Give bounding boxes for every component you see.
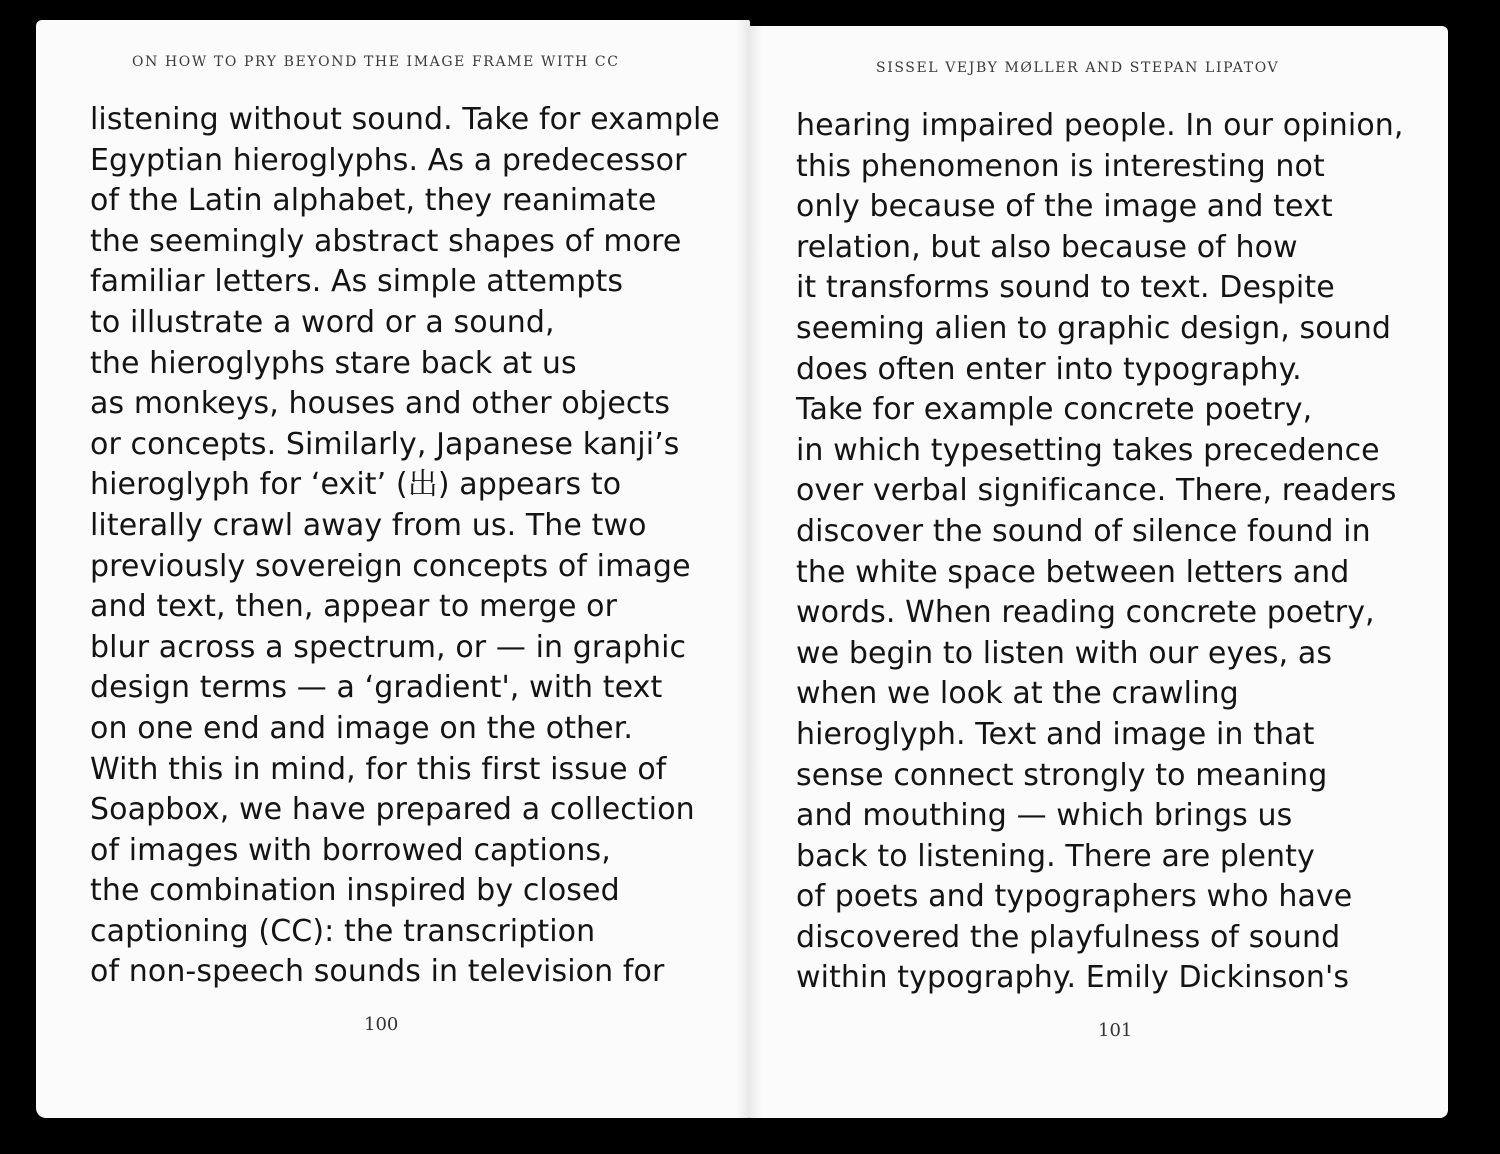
text-line: as monkeys, houses and other objects — [90, 386, 671, 422]
text-line: this phenomenon is interesting not — [796, 148, 1325, 184]
text-line: only because of the image and text — [796, 189, 1333, 225]
page-number-left: 100 — [364, 1014, 399, 1035]
text-line: or concepts. Similarly, Japanese kanji’s — [90, 426, 680, 462]
text-line: and text, then, appear to merge or — [90, 589, 618, 625]
right-page-body — [796, 106, 1404, 999]
text-line: the hieroglyphs stare back at us — [90, 345, 577, 381]
text-line: does often enter into typography. — [796, 351, 1302, 387]
text-line: over verbal significance. There, readers — [796, 473, 1397, 509]
text-line: on one end and image on the other. — [90, 710, 634, 746]
text-line: hearing impaired people. In our opinion, — [796, 108, 1404, 143]
text-line: With this in mind, for this first issue of — [90, 751, 667, 787]
text-line: seeming alien to graphic design, sound — [796, 310, 1392, 346]
text-line: back to listening. There are plenty — [796, 838, 1315, 874]
running-head-right: SISSEL VEJBY MØLLER AND STEPAN LIPATOV — [876, 60, 1280, 76]
text-line: hieroglyph for ‘exit’ (出) appears to — [90, 467, 622, 503]
text-line: relation, but also because of how — [796, 229, 1298, 265]
left-page-body — [90, 100, 720, 993]
gutter-shadow — [748, 26, 762, 1118]
text-line: literally crawl away from us. The two — [90, 507, 647, 543]
text-line: Soapbox, we have prepared a collection — [90, 792, 695, 828]
text-line: of non-speech sounds in television for — [90, 954, 665, 990]
text-line: of poets and typographers who have — [796, 879, 1353, 915]
text-line: we begin to listen with our eyes, as — [796, 635, 1333, 671]
text-line: and mouthing — which brings us — [796, 798, 1293, 834]
text-line: hieroglyph. Text and image in that — [796, 716, 1315, 752]
text-line: listening without sound. Take for example — [90, 102, 720, 137]
left-page — [36, 20, 750, 1118]
text-line: when we look at the crawling — [796, 676, 1239, 712]
text-line: words. When reading concrete poetry, — [796, 595, 1375, 631]
text-line: familiar letters. As simple attempts — [90, 264, 624, 300]
text-line: discovered the playfulness of sound — [796, 919, 1341, 955]
text-line: discover the sound of silence found in — [796, 513, 1371, 549]
text-line: the combination inspired by closed — [90, 873, 620, 909]
text-line: captioning (CC): the transcription — [90, 913, 596, 949]
text-line: of images with borrowed captions, — [90, 832, 611, 868]
text-line: the white space between letters and — [796, 554, 1350, 590]
text-line: sense connect strongly to meaning — [796, 757, 1328, 793]
text-line: of the Latin alphabet, they reanimate — [90, 183, 657, 219]
page-number-right: 101 — [1098, 1020, 1133, 1041]
text-line: the seemingly abstract shapes of more — [90, 223, 682, 259]
text-line: previously sovereign concepts of image — [90, 548, 691, 584]
text-line: design terms — a ‘gradient', with text — [90, 670, 663, 706]
text-line: Egyptian hieroglyphs. As a predecessor — [90, 142, 687, 178]
text-line: Take for example concrete poetry, — [796, 392, 1313, 428]
text-line: in which typesetting takes precedence — [796, 432, 1380, 468]
text-line: it transforms sound to text. Despite — [796, 270, 1335, 306]
running-head-left: ON HOW TO PRY BEYOND THE IMAGE FRAME WITH CC — [132, 54, 620, 70]
text-line: to illustrate a word or a sound, — [90, 304, 555, 340]
right-page — [748, 26, 1448, 1118]
text-line: within typography. Emily Dickinson's — [796, 960, 1350, 996]
text-line: blur across a spectrum, or — in graphic — [90, 629, 687, 665]
